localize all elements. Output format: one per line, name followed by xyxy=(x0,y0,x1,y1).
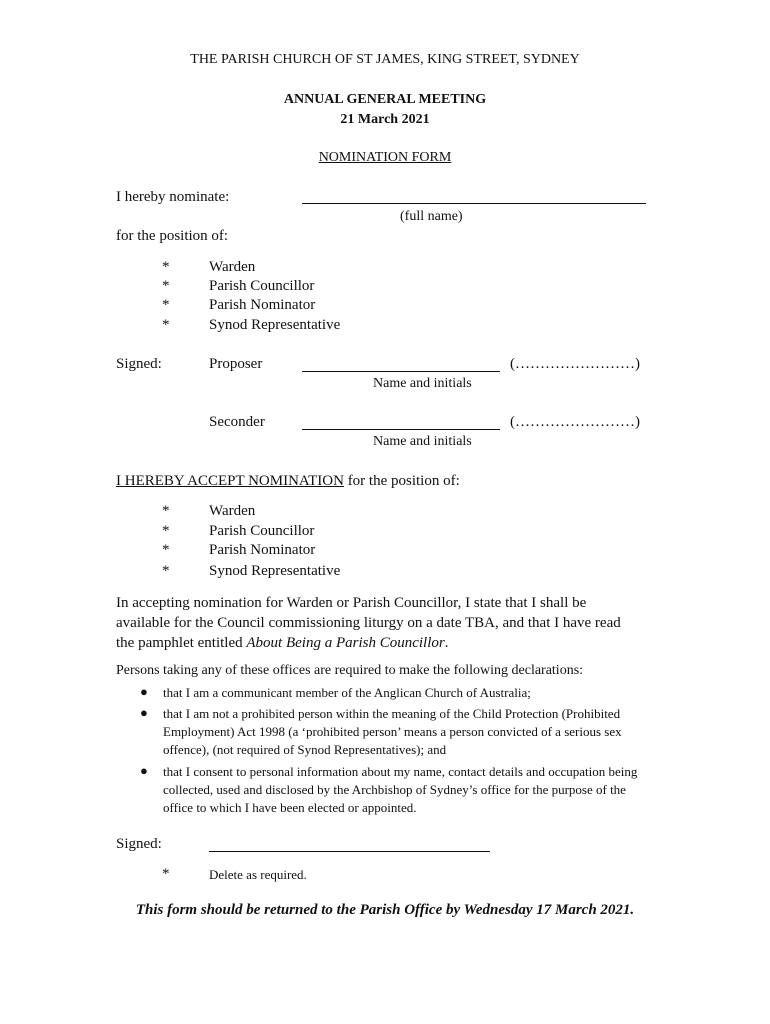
position-warden[interactable]: Warden xyxy=(209,259,256,275)
declaration-bullet: ● xyxy=(140,763,148,778)
proposer-name-field[interactable] xyxy=(302,371,500,372)
list-bullet: * xyxy=(162,317,170,333)
list-bullet: * xyxy=(162,542,170,558)
seconder-label: Seconder xyxy=(209,414,265,430)
full-name-field[interactable] xyxy=(302,203,646,204)
list-bullet: * xyxy=(162,503,170,519)
nominate-label: I hereby nominate: xyxy=(116,189,230,205)
proposer-caption: Name and initials xyxy=(373,376,472,391)
declaration-item: that I am a communicant member of the Anglican Church of Australia; xyxy=(163,685,531,700)
list-bullet: * xyxy=(162,563,170,579)
church-title: THE PARISH CHURCH OF ST JAMES, KING STREET, SYDNEY xyxy=(190,52,580,67)
seconder-caption: Name and initials xyxy=(373,434,472,449)
position-label: for the position of: xyxy=(116,228,229,244)
position-parish-councillor[interactable]: Parish Councillor xyxy=(209,278,315,294)
declaration-bullet: ● xyxy=(140,705,148,720)
list-bullet: * xyxy=(162,523,170,539)
position-synod-representative[interactable]: Synod Representative xyxy=(209,317,341,333)
full-name-caption: (full name) xyxy=(400,209,463,224)
list-bullet: * xyxy=(162,278,170,294)
proposer-initials-field[interactable]: (……………………) xyxy=(510,356,640,372)
meeting-title: ANNUAL GENERAL MEETING xyxy=(283,92,487,107)
accept-heading-suffix: for the position of: xyxy=(343,473,460,489)
proposer-label: Proposer xyxy=(209,356,263,372)
accept-heading-line xyxy=(116,473,460,490)
return-notice-text: This form should be returned to the Parish Office by Wednesday 17 March 2021. xyxy=(135,902,635,918)
declaration-item: that I am not a prohibited person within the meaning of the Child Protection (Prohibited Employment) Act 1998 (a ‘prohibited person’ means a person convicted of a serious sex offence), (not required of Synod Representatives); and xyxy=(163,706,622,757)
final-signature-field[interactable] xyxy=(209,851,490,852)
accept-position-parish-councillor[interactable]: Parish Councillor xyxy=(209,523,315,539)
accept-position-warden[interactable]: Warden xyxy=(209,503,256,519)
statement-text: In accepting nomination for Warden or Parish Councillor, I state that I shall be available for the Council commissioning liturgy on a date TBA, and that I have read the pamphlet entitled xyxy=(116,595,621,651)
statement-paragraph xyxy=(116,593,636,653)
form-title: NOMINATION FORM xyxy=(318,150,452,165)
seconder-initials-field[interactable]: (……………………) xyxy=(510,414,640,430)
accept-position-synod-representative[interactable]: Synod Representative xyxy=(209,563,341,579)
accept-position-parish-nominator[interactable]: Parish Nominator xyxy=(209,542,316,558)
pamphlet-title: About Being a Parish Councillor xyxy=(246,635,445,651)
declarations-intro: Persons taking any of these offices are required to make the following declarations: xyxy=(116,663,584,678)
statement-end: . xyxy=(444,635,449,651)
declaration-item: that I consent to personal information about my name, contact details and occupation being collected, used and disclosed by the Archbishop of Sydney’s office for the purpose of the office to which I have been elected or appointed. xyxy=(163,764,638,815)
list-bullet: * xyxy=(162,259,170,275)
declaration-bullet: ● xyxy=(140,684,148,699)
accept-heading: I HEREBY ACCEPT NOMINATION xyxy=(116,473,344,489)
note-bullet: * xyxy=(162,866,170,882)
list-bullet: * xyxy=(162,297,170,313)
meeting-date: 21 March 2021 xyxy=(340,112,430,127)
position-parish-nominator[interactable]: Parish Nominator xyxy=(209,297,316,313)
signed-label: Signed: xyxy=(116,356,162,372)
final-signed-label: Signed: xyxy=(116,836,162,852)
return-notice xyxy=(0,902,770,919)
delete-note: Delete as required. xyxy=(209,867,307,882)
seconder-name-field[interactable] xyxy=(302,429,500,430)
